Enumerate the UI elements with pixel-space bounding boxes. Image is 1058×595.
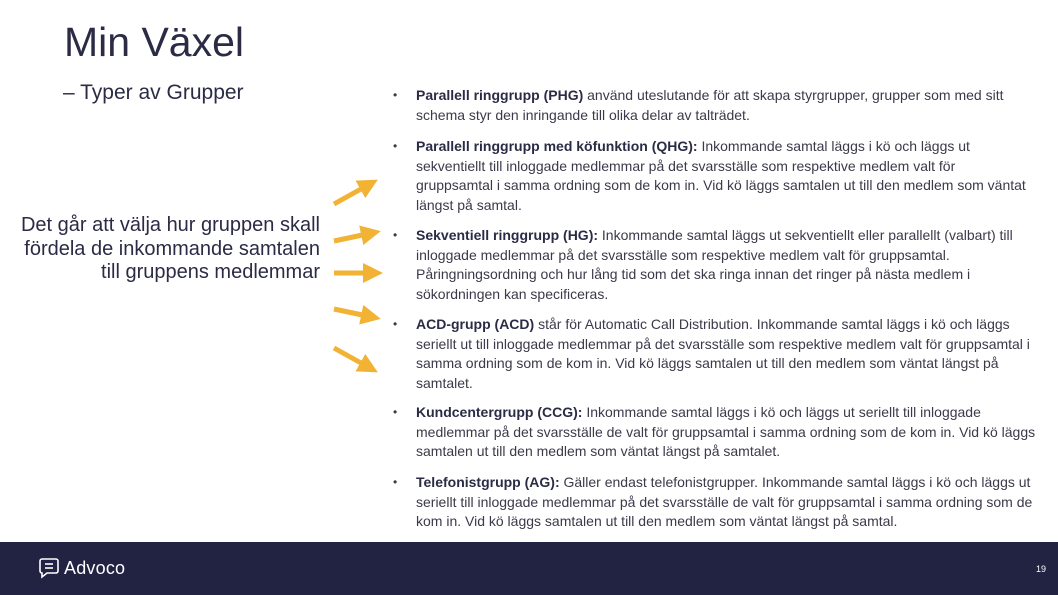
- footer-bar: [0, 542, 1058, 595]
- bullet-text: Inkommande samtal läggs i kö och läggs ut sekventiellt till inloggade medlemmar på det svarsställe som respektive medlem valt för gruppsamtal i samma ordning som de kom in. Vid kö läggs samtalen ut till den medlem som väntat längst på samtal.: [416, 138, 1026, 213]
- bullet-term: Sekventiell ringgrupp (HG):: [416, 227, 599, 243]
- arrow-1: [334, 184, 370, 204]
- slide-subtitle: – Typer av Grupper: [63, 81, 244, 104]
- bullet-dot: •: [393, 228, 398, 242]
- bullet-text: Inkommande samtal läggs ut sekventiellt eller parallellt (valbart) till inloggade medlemmar på det svarsställe som respektive medlem valt för gruppsamtal. Påringningsordning och hur lång tid som det ska ringa innan det ringer på nästa medlem i sökordningen kan specificeras.: [416, 227, 1013, 302]
- bullet-term: Parallell ringgrupp med köfunktion (QHG):: [416, 138, 698, 154]
- bullet-dot: •: [393, 405, 398, 419]
- bullet-text: Inkommande samtal läggs i kö och läggs ut seriellt till inloggade medlemmar på det svarsställe de valt för gruppsamtal i samma ordning som de kom in. Vid kö läggs samtalen ut till den medlem som väntat längst på samtalet.: [416, 404, 1036, 459]
- bullet-term: Kundcentergrupp (CCG):: [416, 404, 583, 420]
- slide-title: Min Växel: [64, 19, 245, 65]
- arrow-4: [334, 309, 372, 317]
- logo-text: Advoco: [64, 557, 126, 578]
- bullet-text: står för Automatic Call Distribution. Inkommande samtal läggs i kö och läggs seriellt ut till inloggade medlemmar på det svarsställe som respektive medlem valt för gruppsamtal i samma ordning som de kom in. Vid kö läggs samtalen ut till den medlem som väntat längst på samtalet.: [416, 316, 1030, 391]
- bullet-dot: •: [393, 475, 398, 489]
- bullet-term: Parallell ringgrupp (PHG): [416, 87, 584, 103]
- arrow-5: [334, 348, 370, 368]
- side-description: Det går att välja hur gruppen skall fördela de inkommande samtalen till gruppens medlemmar: [20, 214, 320, 283]
- advoco-logo-icon: [38, 557, 60, 579]
- bullet-dot: •: [393, 139, 398, 153]
- bullet-text: använd uteslutande för att skapa styrgrupper, grupper som med sitt schema styr den inringande till olika delar av talträdet.: [416, 87, 1004, 123]
- bullet-term: Telefonistgrupp (AG):: [416, 474, 560, 490]
- bullet-dot: •: [393, 317, 398, 331]
- bullet-term: ACD-grupp (ACD): [416, 316, 535, 332]
- advoco-logo: [38, 556, 125, 580]
- page-number: 19: [1035, 564, 1046, 574]
- arrows-graphic: [328, 170, 388, 390]
- bullet-dot: •: [393, 88, 398, 102]
- arrow-2: [334, 233, 372, 241]
- bullet-text: Gäller endast telefonistgrupper. Inkommande samtal läggs i kö och läggs ut seriellt till inloggade medlemmar på det svarsställe de valt för gruppsamtal i samma ordning som de kom in. Vid kö läggs samtalen ut till den medlem som väntat längst på samtal.: [416, 474, 1033, 529]
